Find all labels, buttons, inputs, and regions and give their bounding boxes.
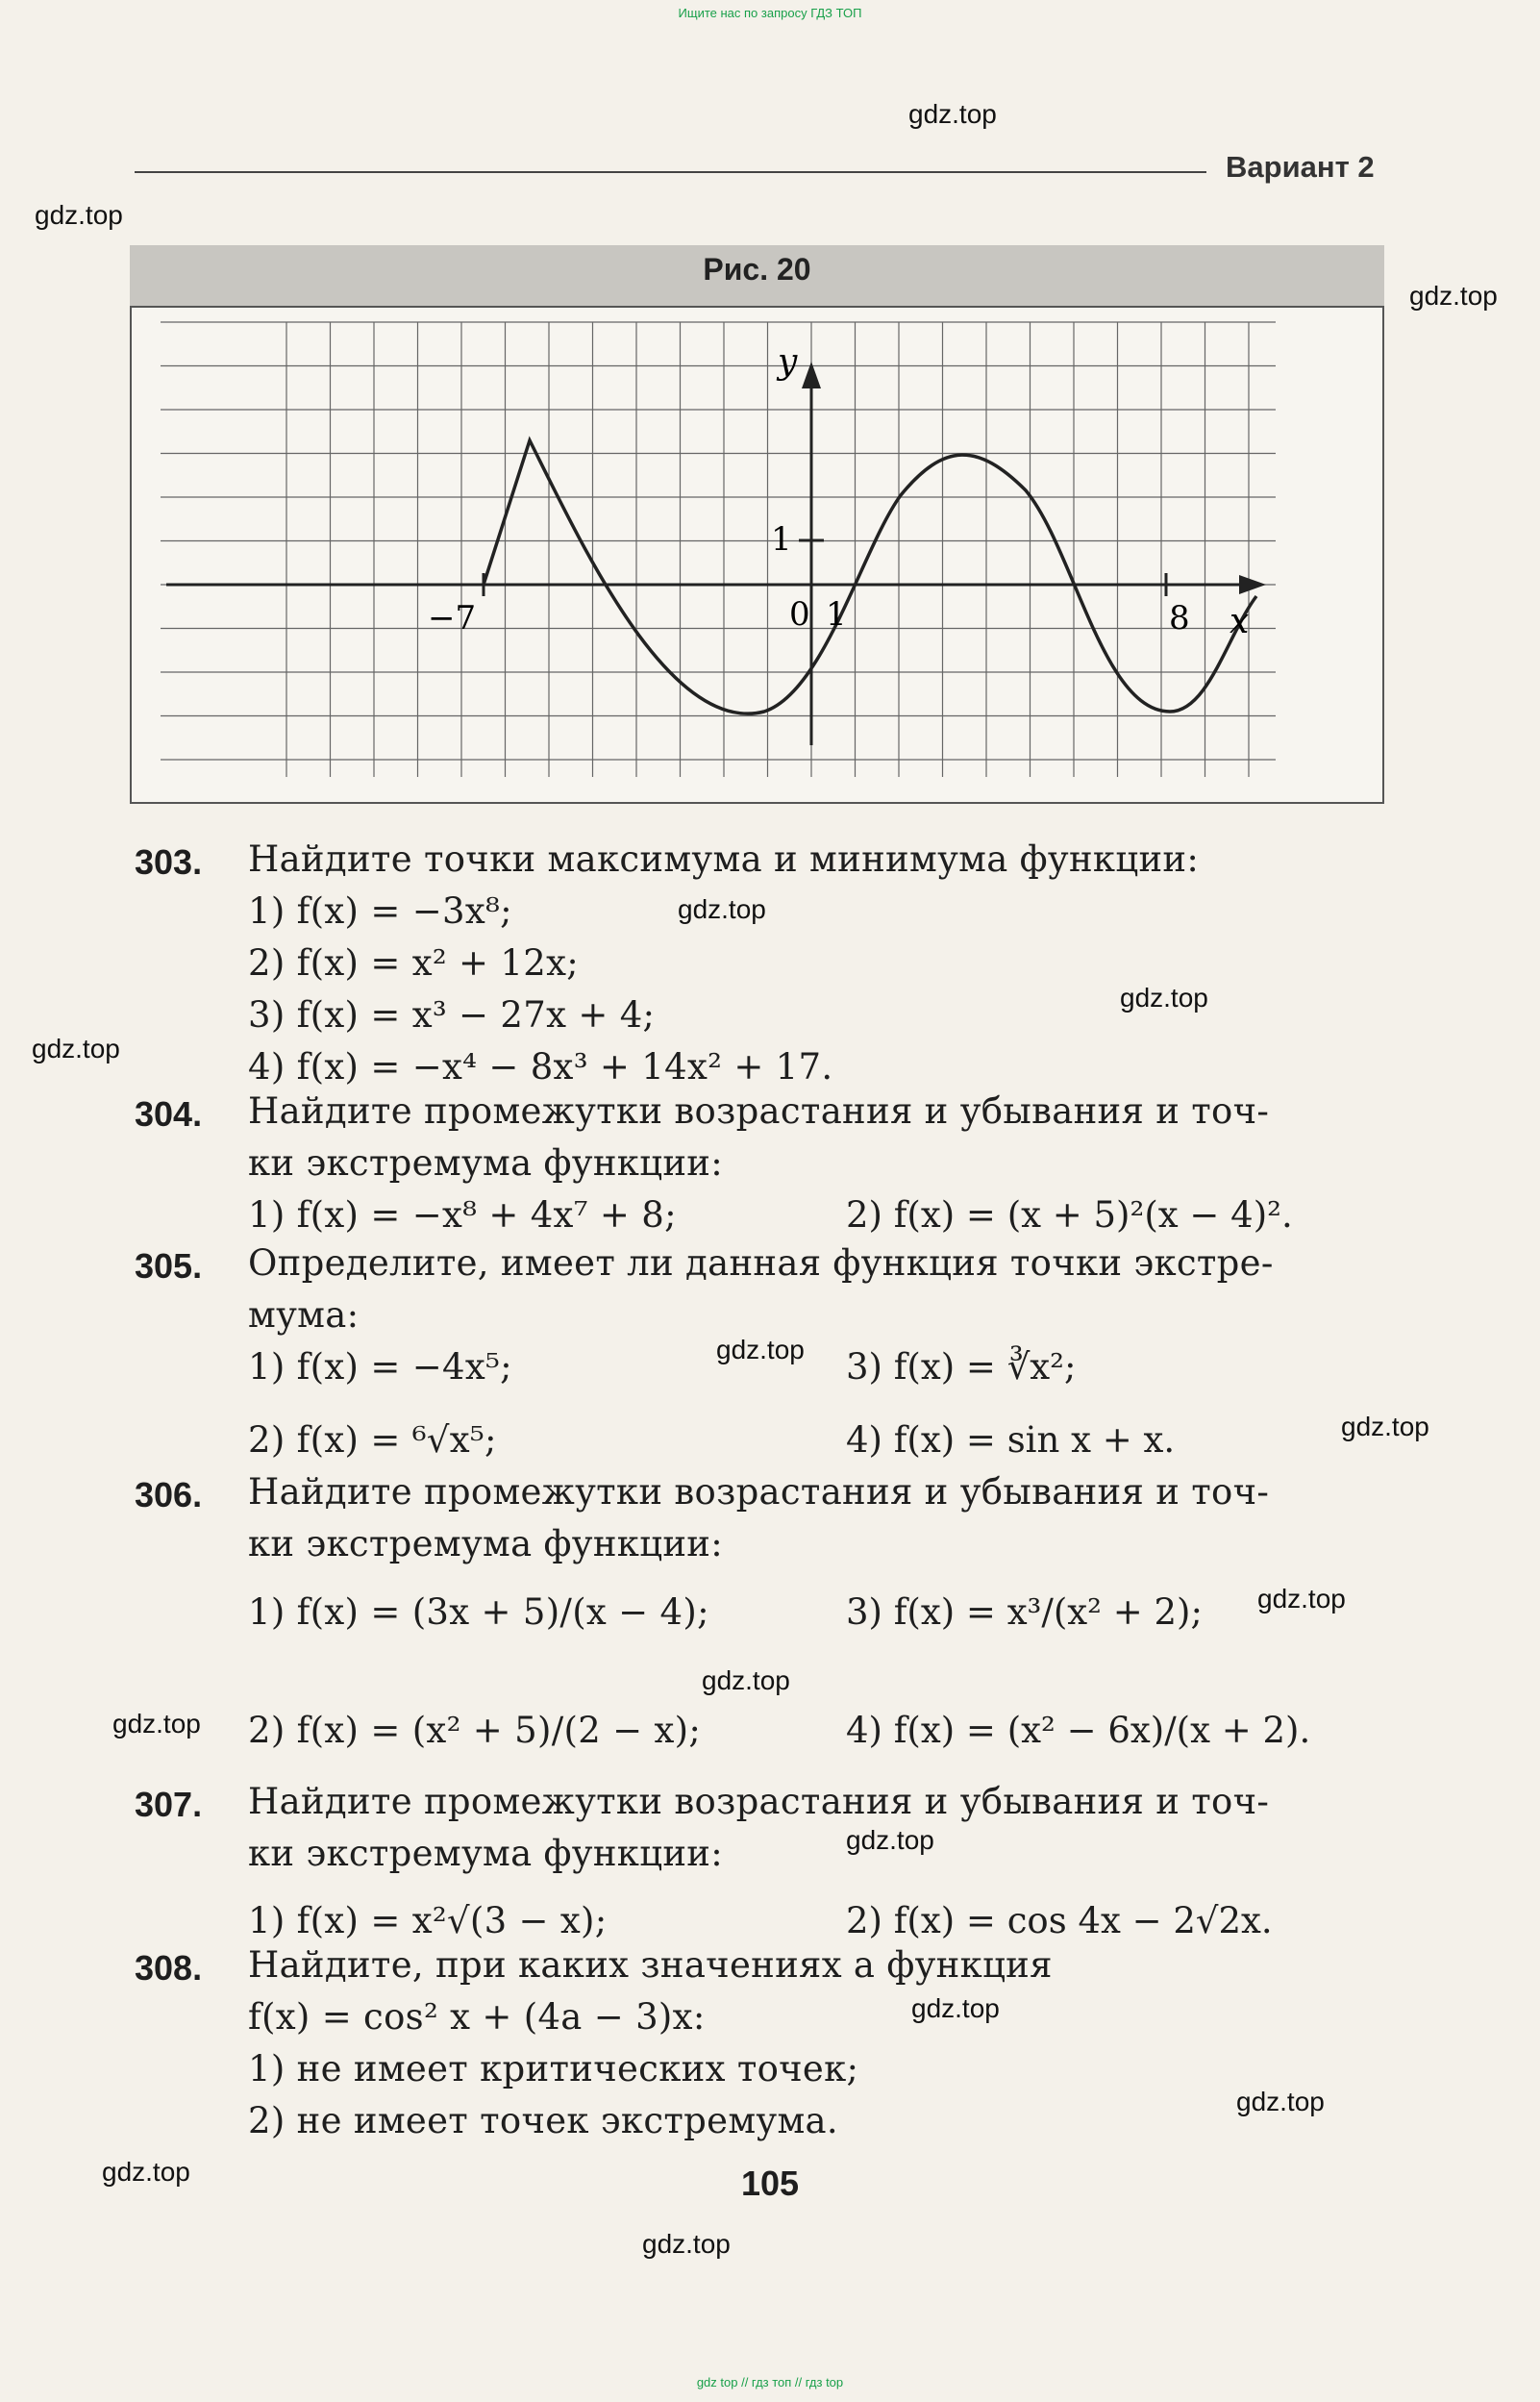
label-minus-seven: −7	[428, 599, 477, 638]
problem-item: 3) f(x) = x³ − 27x + 4;	[248, 994, 656, 1036]
bottom-banner: gdz top // гдз топ // гдз top	[696, 2375, 844, 2389]
problem-number: 306.	[135, 1475, 203, 1514]
problem-text: Определите, имеет ли данная функция точки экстре-	[248, 1242, 1274, 1284]
problem-number: 307.	[135, 1785, 203, 1824]
problem-item: 2) f(x) = x² + 12x;	[248, 942, 580, 984]
label-one-y: 1	[771, 520, 792, 559]
problem-item: 1) f(x) = (3x + 5)/(x − 4);	[248, 1591, 709, 1633]
problem-item: 1) не имеет критических точек;	[248, 2048, 859, 2089]
problem-text: f(x) = cos² x + (4a − 3)x:	[248, 1996, 706, 2038]
watermark: gdz.top	[911, 1993, 1000, 2023]
watermark: gdz.top	[908, 99, 997, 129]
watermark: gdz.top	[1236, 2087, 1325, 2116]
problem-item: 4) f(x) = sin x + x.	[846, 1419, 1176, 1461]
watermark: gdz.top	[642, 2229, 731, 2259]
problem-item: 1) f(x) = −3x⁸;	[248, 890, 512, 932]
problem-item: 2) не имеет точек экстремума.	[248, 2100, 838, 2141]
variant-label: Вариант 2	[1226, 150, 1375, 184]
problem-text: ки экстремума функции:	[248, 1523, 724, 1564]
problem-number: 303.	[135, 842, 203, 882]
axis-x-label: x	[1230, 602, 1250, 641]
problem-text: Найдите промежутки возрастания и убывания и точ-	[248, 1090, 1270, 1132]
label-eight: 8	[1169, 599, 1190, 638]
page-number: 105	[740, 2164, 800, 2203]
problem-text: мума:	[248, 1294, 360, 1336]
problem-number: 308.	[135, 1948, 203, 1988]
watermark: gdz.top	[1120, 983, 1208, 1013]
problem-text: Найдите, при каких значениях a функция	[248, 1944, 1053, 1986]
watermark: gdz.top	[1409, 281, 1498, 311]
label-origin: 0	[789, 595, 810, 634]
watermark: gdz.top	[1257, 1584, 1346, 1614]
watermark: gdz.top	[702, 1665, 790, 1695]
problem-item: 3) f(x) = ∛x²;	[846, 1346, 1077, 1388]
figure-box	[130, 306, 1384, 804]
watermark: gdz.top	[716, 1335, 805, 1364]
problem-text: Найдите промежутки возрастания и убывания и точ-	[248, 1471, 1270, 1513]
problem-item: 2) f(x) = cos 4x − 2√2x.	[846, 1900, 1273, 1941]
problem-item: 4) f(x) = −x⁴ − 8x³ + 14x² + 17.	[248, 1046, 833, 1088]
problem-text: Найдите промежутки возрастания и убывания и точ-	[248, 1781, 1270, 1822]
problem-item: 2) f(x) = (x² + 5)/(2 − x);	[248, 1710, 702, 1751]
watermark: gdz.top	[32, 1034, 120, 1063]
label-one-x: 1	[826, 595, 847, 634]
watermark: gdz.top	[35, 200, 123, 230]
axis-y-label: y	[778, 342, 798, 382]
problem-item: 1) f(x) = x²√(3 − x);	[248, 1900, 608, 1941]
problem-item: 1) f(x) = −4x⁵;	[248, 1346, 512, 1388]
header-rule	[135, 171, 1206, 173]
problem-number: 305.	[135, 1246, 203, 1286]
figure-title: Рис. 20	[703, 252, 811, 287]
x-axis-arrow	[1239, 575, 1266, 594]
watermark: gdz.top	[1341, 1412, 1429, 1441]
function-graph	[132, 308, 1382, 802]
problem-item: 3) f(x) = x³/(x² + 2);	[846, 1591, 1203, 1633]
watermark: gdz.top	[678, 894, 766, 924]
watermark: gdz.top	[102, 2157, 190, 2187]
problem-text: ки экстремума функции:	[248, 1833, 724, 1874]
problem-number: 304.	[135, 1094, 203, 1134]
top-banner: Ищите нас по запросу ГДЗ ТОП	[678, 6, 862, 20]
problem-item: 2) f(x) = (x + 5)²(x − 4)².	[846, 1194, 1293, 1236]
watermark: gdz.top	[846, 1825, 934, 1855]
problem-text: ки экстремума функции:	[248, 1142, 724, 1184]
problem-text: Найдите точки максимума и минимума функции:	[248, 838, 1200, 880]
watermark: gdz.top	[112, 1709, 201, 1739]
problem-item: 4) f(x) = (x² − 6x)/(x + 2).	[846, 1710, 1311, 1751]
problem-item: 2) f(x) = ⁶√x⁵;	[248, 1419, 497, 1461]
problem-item: 1) f(x) = −x⁸ + 4x⁷ + 8;	[248, 1194, 677, 1236]
